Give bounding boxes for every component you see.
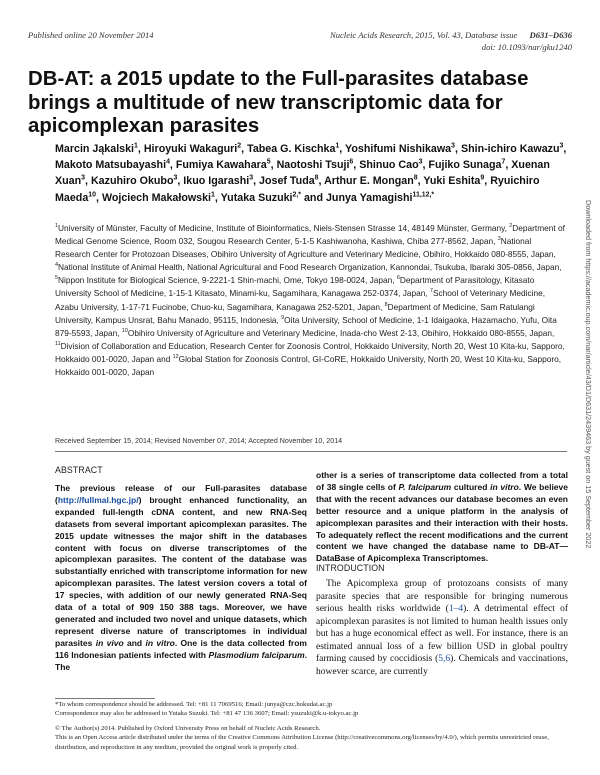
author-name: Naotoshi Tsuji [276, 159, 350, 172]
affiliation-text: National Research Center for Protozoan Diseases, Obihiro University of Agriculture and Veterinary Medicine, Obihiro, Hokkaido 080-8555, Japan, [55, 236, 556, 260]
affiliation-marker: 7 [429, 288, 433, 295]
author-name: Hiroyuki Wakaguri [143, 143, 238, 155]
affiliation-text: Department of Parasitology, Kitasato University School of Medicine, 1-15-1 Kitasato, Minami-ku, Sagamihara, Kanagawa 252-0374, Japan, [55, 275, 535, 299]
affiliation-marker: 12 [172, 354, 179, 361]
affiliation-text: University of Münster, Faculty of Medicine, Institute of Bioinformatics, Niels-Stensen Strasse 14, 48149 Münster, Germany, [58, 223, 510, 233]
author-affiliation-marker: 9 [480, 174, 485, 182]
author-affiliation-marker: 3 [418, 158, 423, 166]
download-stamp-text: Downloaded from https://academic.oup.com/nar/article/43/D1/D631/2439463 by guest on 15 September 2022 [584, 200, 593, 549]
affiliation-text: National Institute of Animal Health, National Agricultural and Food Research Organization, Kannondai, Tsukuba, Ibaraki 305-0856, Japan, [58, 262, 562, 273]
author-name: Xuenan Xuan [55, 159, 550, 188]
license-text: This is an Open Access article distributed under the terms of the Creative Commons Attribution License (http://creativecommons.org/licenses/by/4.0/), which permits unrestricted reuse, distribution, and reproduction in any medium, provided the original work is properly cited. [55, 734, 549, 751]
citation-link[interactable]: 1–4 [448, 604, 464, 614]
author-affiliation-marker: 3 [559, 142, 564, 150]
footnote-divider [55, 698, 155, 699]
author-name: Shinuo Cao [359, 159, 419, 172]
correspondence-note [55, 700, 567, 719]
author-affiliation-marker: 3 [81, 174, 85, 182]
author-affiliation-marker: 6 [349, 158, 354, 166]
author-affiliation-marker: 1 [211, 191, 215, 199]
affiliation-text: Department of Medicine, Sam Ratulangi University, Kampus Unsrat, Bahu Manado, 95115, Indonesia, [55, 301, 535, 325]
author-name: Kazuhiro Okubo [90, 175, 174, 188]
author-affiliation-marker: 11,12,* [412, 191, 435, 199]
correspondence-1: *To whom correspondence should be addressed. Tel: +81 11 7069516; Email: junya@czc.hokudai.ac.jp [55, 701, 333, 708]
copyright-line: © The Author(s) 2014. Published by Oxford University Press on behalf of Nucleic Acids Research. [55, 725, 321, 732]
author-affiliation-marker: 5 [266, 158, 271, 166]
author-name: Tabea G. Kischka [247, 143, 336, 155]
affiliation-text: School of Veterinary Medicine, Azabu University, 1-17-71 Fucinobe, Chuo-ku, Sagamihara, Kanagawa 252-5201, Japan, [55, 288, 546, 312]
page-range: D631–D636 [529, 30, 572, 40]
abstract-continued: other is a series of transcriptome data collected from a total of 38 single cells of P. falciparum cultured in vitro. We believe that with the recent advances our database becomes an even better resource and a unique platform in the analysis of apicomplexan parasites and their interaction with their hosts. To adequately reflect the recent modifications and the current content we have changed the database name to DB-AT—DataBase of Apicomplexa Transcriptomes. [316, 470, 568, 564]
abstract-body: The previous release of our Full-parasites database (http://fullmal.hgc.jp/) brought enhanced functionality, an expanded full-length cDNA content, and new RNA-Seq datasets from several important apicomplexan parasites. The 2015 update witnesses the major shift in the databases content with focus on diverse transcriptomes of the apicomplexan parasites. The content of the database was substantially enriched with transcriptome information for new apicomplexan parasites. The latest version covers a total of 17 species, with addition of our newly generated RNA-Seq data of a total of 909 150 388 tags. Moreover, we have generated and included two novel and unique datasets, which represent diverse nature of transcriptomes in individual parasites in vivo and in vitro. One is the data collected from 116 Indonesian patients infected with Plasmodium falciparum. The [55, 483, 308, 672]
author-affiliation-marker: 2 [237, 142, 242, 150]
affiliation-marker: 9 [281, 314, 285, 321]
divider [55, 451, 567, 452]
introduction-body: The Apicomplexa group of protozoans consists of many parasite species that are responsible for bringing numerous serious health risks worldwide (1–4). A detrimental effect of apicomplexan parasites is not limited to human health issues only but has a huge economical effect as well. For instance, there is an estimated annual loss of a few billion USD in global poultry farming caused by coccidiosis (5,6). Chemicals and vaccinations, however scarce, are currently [316, 579, 569, 677]
author-name: Shin-ichiro Kawazu [460, 143, 560, 155]
author-name: Ikuo Igarashi [183, 175, 250, 188]
author-affiliation-marker: 1 [134, 142, 138, 150]
author-affiliation-marker: 8 [314, 174, 319, 182]
affiliation-marker: 4 [55, 262, 58, 269]
affiliation-text: Oita University, School of Medicine, 1-1 Idaigaoka, Hazamacho, Yufu, Oita 879-5593, Japan, [55, 314, 557, 338]
affiliation-marker: 6 [396, 275, 400, 282]
author-name: Makoto Matsubayashi [55, 159, 167, 172]
author-name: Ryuichiro Maeda [55, 175, 540, 204]
author-name: Yutaka Suzuki [220, 191, 293, 204]
citation-link[interactable]: 5,6 [438, 654, 451, 664]
introduction-heading: INTRODUCTION [316, 563, 385, 573]
author-name: Fumiya Kawahara [175, 159, 267, 172]
author-name: Fujiko Sunaga [428, 159, 502, 172]
author-name: Yoshifumi Nishikawa [345, 143, 452, 155]
affiliation-marker: 1 [55, 223, 58, 230]
author-affiliation-marker: 3 [173, 174, 178, 182]
affiliations [55, 222, 567, 379]
abstract-heading: ABSTRACT [55, 465, 103, 475]
license-note [55, 724, 567, 752]
article-title: DB-AT: a 2015 update to the Full-parasites database brings a multitude of new transcriptomic data for apicomplexan parasites [28, 68, 529, 137]
affiliation-marker: 11 [55, 341, 61, 348]
author-name: Marcin Jąkalski [55, 143, 135, 155]
author-list: Marcin Jąkalski$^1$, Hiroyuki Wakaguri$^2$, Tabea G. Kischka$^1$, Yoshifumi Nishikawa$^3$, Shin-ichiro Kawazu$^3$, Makoto Matsubayashi$^4$, Fumiya Kawahara$^5$, Naotoshi Tsuji$^6$, Shinuo Cao$^3$, Fujiko Sunaga$^7$, Xuenan Xuan$^3$, Kazuhiro Okubo$^3$, Ikuo Igarashi$^3$, Josef Tuda$^8$, Arthur E. Mongan$^8$, Yuki Eshita$^9$, Ryuichiro Maeda$^{10}$, Wojciech Makałowski$^1$, Yutaka Suzuki$^{2,*}$ and Junya Yamagishi$^{11,12,*}$ [55, 142, 567, 204]
affiliation-marker: 2 [509, 223, 513, 230]
published-date: Published online 20 November 2014 [28, 30, 154, 40]
author-name: Junya Yamagishi [325, 191, 413, 204]
doi[interactable]: doi: 10.1093/nar/gku1240 [481, 42, 572, 52]
author-affiliation-marker: 3 [249, 174, 254, 182]
journal-name: Nucleic Acids Research, 2015, Vol. 43, Database issue [329, 30, 518, 40]
author-name: Josef Tuda [259, 175, 315, 188]
author-name: Wojciech Makałowski [101, 191, 212, 204]
affiliation-marker: 10 [121, 327, 128, 334]
affiliation-text: Division of Collaboration and Education, Research Center for Zoonosis Control, Hokkaido University, North 20, West 10 Kita-ku, Sapporo, Hokkaido 001-0020, Japan and [55, 340, 565, 364]
affiliation-text: Department of Medical Genome Science, Room 032, Sougou Research Center, 5-1-5 Kashiwanoha, Kashiwa, Chiba 277-8562, Japan, [55, 223, 565, 247]
author-affiliation-marker: 10 [88, 191, 96, 199]
affiliation-text: Nippon Institute for Biological Science, 9-2221-1 Shin-machi, Ome, Tokyo 198-0024, Japan, [58, 275, 397, 286]
download-stamp [571, 200, 600, 610]
author-affiliation-marker: 4 [166, 158, 170, 166]
author-affiliation-marker: 3 [451, 142, 455, 150]
affiliation-marker: 8 [384, 301, 388, 308]
affiliation-marker: 3 [497, 236, 501, 243]
author-affiliation-marker: 7 [501, 158, 506, 166]
author-name: Yuki Eshita [423, 175, 481, 188]
author-affiliation-marker: 2,* [292, 191, 302, 199]
author-name: Arthur E. Mongan [324, 175, 414, 188]
journal-citation [212, 30, 572, 40]
author-affiliation-marker: 1 [335, 142, 340, 150]
affiliation-text: Obihiro University of Agriculture and Veterinary Medicine, Inada-cho West 2-13, Obihiro, Hokkaido 080-8555, Japan, [127, 327, 555, 338]
author-affiliation-marker: 8 [413, 174, 418, 182]
database-link[interactable]: http://fullmal.hgc.jp/ [57, 494, 139, 505]
affiliation-text: Global Station for Zoonosis Control, GI-CoRE, Hokkaido University, North 20, West 10 Kita-ku, Sapporo, Hokkaido 001-0020, Japan [55, 353, 562, 378]
affiliation-marker: 5 [55, 275, 58, 282]
correspondence-2: Correspondence may also be addressed to Yutaka Suzuki. Tel: +81 47 136 3607; Email: ysuzuki@k.u-tokyo.ac.jp [55, 710, 359, 718]
received-dates: Received September 15, 2014; Revised November 07, 2014; Accepted November 10, 2014 [55, 437, 343, 445]
